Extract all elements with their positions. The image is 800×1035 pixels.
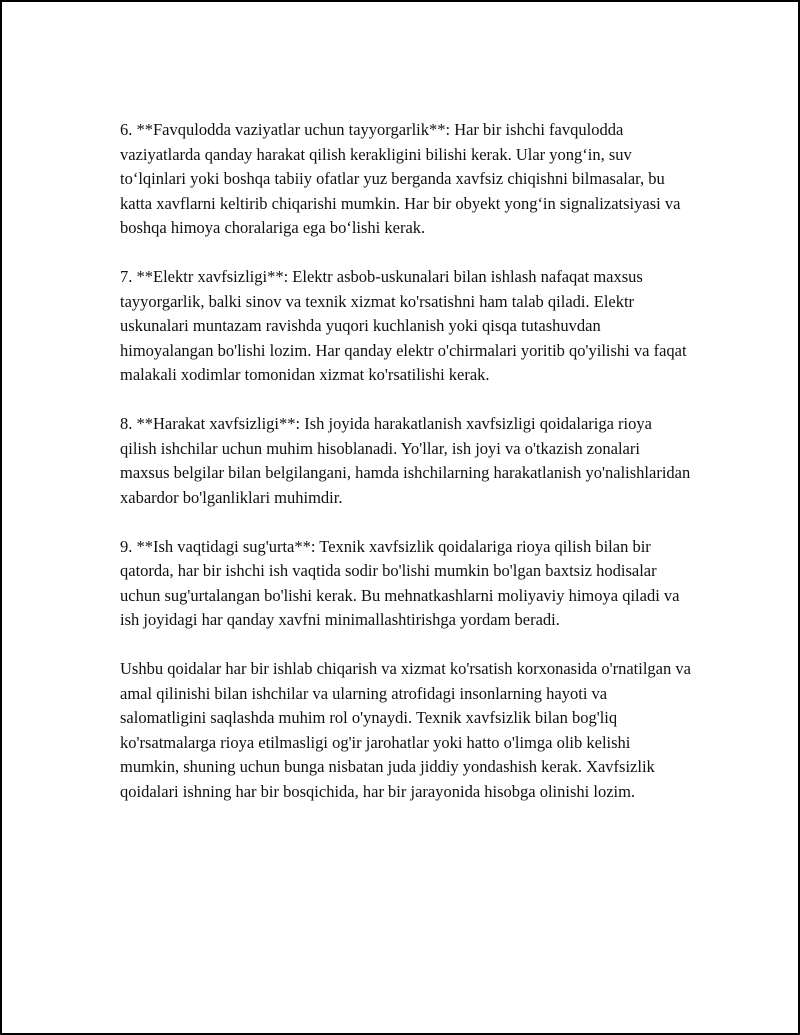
paragraph-emergency-preparedness: 6. **Favqulodda vaziyatlar uchun tayyorgarlik**: Har bir ishchi favqulodda vaziyatlarda qanday harakat qilish kerakligini bilishi kerak. Ular yong‘in, suv to‘lqinlari yoki boshqa tabiiy ofatlar yuz berganda xavfsiz chiqishni bilmasalar, bu katta xavflarni keltirib chiqarishi mumkin. Har bir obyekt yong‘in signalizatsiyasi va boshqa himoya choralariga ega bo‘lishi kerak. <box>120 120 681 237</box>
paragraph-conclusion: Ushbu qoidalar har bir ishlab chiqarish va xizmat ko'rsatish korxonasida o'rnatilgan va amal qilinishi bilan ishchilar va ularning atrofidagi insonlarning hayoti va salomatligini saqlashda muhim rol o'ynaydi. Texnik xavfsizlik bilan bog'liq ko'rsatmalarga rioya etilmasligi og'ir jarohatlar yoki hatto o'limga olib kelishi mumkin, shuning uchun bunga nisbatan juda jiddiy yondashish kerak. Xavfsizlik qoidalari ishning har bir bosqichida, har bir jarayonida hisobga olinishi lozim. <box>120 659 691 801</box>
paragraph-work-insurance: 9. **Ish vaqtidagi sug'urta**: Texnik xavfsizlik qoidalariga rioya qilish bilan bir qatorda, har bir ishchi ish vaqtida sodir bo'lishi mumkin bo'lgan baxtsiz hodisalar uchun sug'urtalangan bo'lishi kerak. Bu mehnatkashlarni moliyaviy himoya qiladi va ish joyidagi har qanday xavfni minimallashtirishga yordam beradi. <box>120 536 680 629</box>
paragraph-movement-safety: 8. **Harakat xavfsizligi**: Ish joyida harakatlanish xavfsizligi qoidalariga rioya qilish ishchilar uchun muhim hisoblanadi. Yo'llar, ish joyi va o'tkazish zonalari maxsus belgilar bilan belgilangani, hamda ishchilarning harakatlanish yo'nalishlaridan xabardor bo'lganliklari muhimdir. <box>120 414 691 507</box>
document-body <box>120 118 692 829</box>
paragraph-electrical-safety: 7. **Elektr xavfsizligi**: Elektr asbob-uskunalari bilan ishlash nafaqat maxsus tayyorgarlik, balki sinov va texnik xizmat ko'rsatishni ham talab qiladi. Elektr uskunalari muntazam ravishda yuqori kuchlanish yoki qisqa tutashuvdan himoyalangan bo'lishi lozim. Har qanday elektr o'chirmalari yoritib qo'yilishi va faqat malakali xodimlar tomonidan xizmat ko'rsatilishi kerak. <box>120 267 687 384</box>
